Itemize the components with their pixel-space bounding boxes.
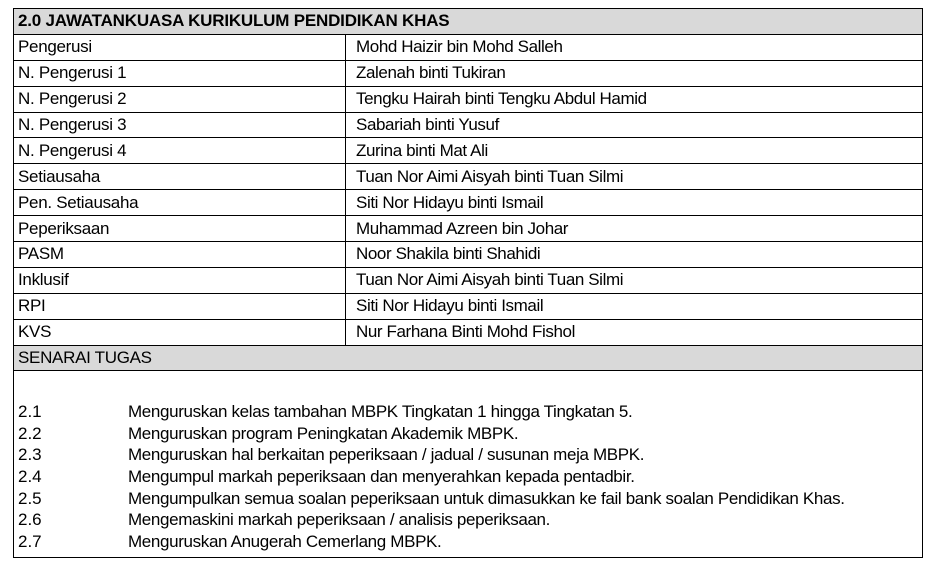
task-number: 2.2: [18, 423, 42, 443]
task-item: [18, 488, 918, 510]
member-role: Inklusif: [14, 268, 346, 293]
member-name: Sabariah binti Yusuf: [356, 115, 499, 134]
tasks-heading-row: [14, 346, 922, 372]
member-name: Nur Farhana Binti Mohd Fishol: [356, 322, 575, 342]
member-row: [14, 61, 922, 87]
task-item: [18, 509, 918, 531]
member-row: [14, 320, 922, 346]
member-role: Setiausaha: [14, 164, 346, 189]
task-text: Mengemaskini markah peperiksaan / analisis peperiksaan.: [128, 510, 551, 530]
task-item: [18, 445, 918, 467]
member-name: Siti Nor Hidayu binti Ismail: [356, 296, 544, 316]
member-role: KVS: [14, 320, 346, 345]
task-list: [14, 371, 922, 556]
member-role: PASM: [14, 242, 346, 267]
task-text: Mengumpul markah peperiksaan dan menyerahkan kepada pentadbir.: [128, 467, 635, 487]
member-name: Tuan Nor Aimi Aisyah binti Tuan Silmi: [356, 166, 624, 186]
task-text: Mengumpulkan semua soalan peperiksaan untuk dimasukkan ke fail bank soalan Pendidikan Khas.: [128, 488, 845, 508]
member-row: [14, 87, 922, 113]
member-name: Noor Shakila binti Shahidi: [356, 244, 541, 264]
member-role: Peperiksaan: [14, 216, 346, 241]
member-row: [14, 35, 922, 61]
task-item: [18, 531, 918, 553]
committee-title: 2.0 JAWATANKUASA KURIKULUM PENDIDIKAN KHAS: [18, 11, 450, 31]
member-name: Mohd Haizir bin Mohd Salleh: [356, 37, 563, 57]
task-number: 2.5: [18, 488, 42, 508]
task-text: Menguruskan kelas tambahan MBPK Tingkatan 1 hingga Tingkatan 5.: [128, 402, 633, 422]
member-row: [14, 113, 922, 139]
member-name: Zalenah binti Tukiran: [356, 63, 506, 83]
task-item: [18, 401, 918, 423]
task-text: Menguruskan hal berkaitan peperiksaan / jadual / susunan meja MBPK.: [128, 445, 645, 465]
member-role: Pengerusi: [14, 35, 346, 60]
member-role: N. Pengerusi 2: [14, 87, 346, 112]
member-row: [14, 294, 922, 320]
task-text: Menguruskan Anugerah Cemerlang MBPK.: [128, 531, 442, 551]
tasks-heading: SENARAI TUGAS: [18, 348, 152, 368]
task-number: 2.4: [18, 467, 42, 487]
task-item: [18, 466, 918, 488]
member-name: Tuan Nor Aimi Aisyah binti Tuan Silmi: [356, 270, 624, 290]
member-role: RPI: [14, 294, 346, 319]
member-row: [14, 138, 922, 164]
member-role: N. Pengerusi 4: [14, 138, 346, 163]
member-role: N. Pengerusi 3: [14, 113, 346, 138]
task-number: 2.1: [18, 402, 42, 422]
member-row: [14, 242, 922, 268]
committee-table: [13, 8, 923, 558]
task-item: [18, 423, 918, 445]
member-list: [14, 35, 922, 346]
task-number: 2.7: [18, 531, 42, 551]
member-row: [14, 164, 922, 190]
task-number: 2.3: [18, 445, 42, 465]
member-row: [14, 190, 922, 216]
member-role: Pen. Setiausaha: [14, 190, 346, 215]
task-text: Menguruskan program Peningkatan Akademik MBPK.: [128, 423, 519, 443]
member-name: Tengku Hairah binti Tengku Abdul Hamid: [356, 89, 647, 109]
member-role: N. Pengerusi 1: [14, 61, 346, 86]
member-row: [14, 216, 922, 242]
member-name: Siti Nor Hidayu binti Ismail: [356, 192, 544, 212]
task-number: 2.6: [18, 510, 42, 530]
member-name: Zurina binti Mat Ali: [356, 140, 488, 160]
member-name: Muhammad Azreen bin Johar: [356, 218, 569, 238]
committee-title-row: [14, 9, 922, 35]
member-row: [14, 268, 922, 294]
